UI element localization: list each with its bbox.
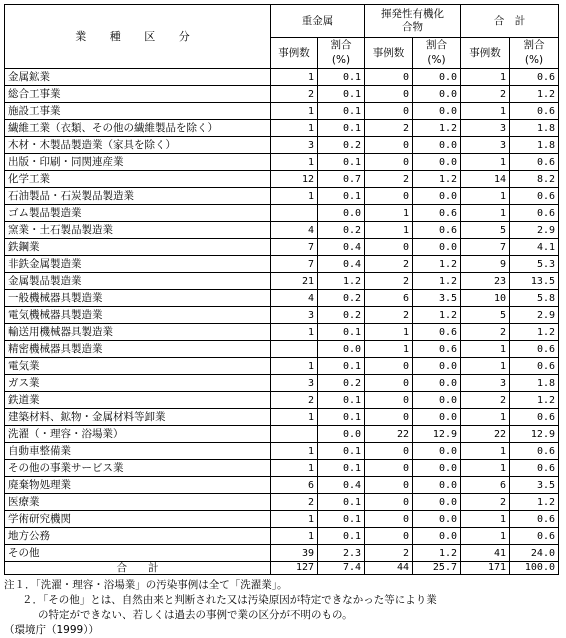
value-cell: 1 [461, 103, 510, 120]
value-cell: 1 [365, 205, 413, 222]
group-header-voc-label: 揮発性有機化合物 [381, 8, 444, 33]
value-cell: 1 [271, 460, 318, 477]
value-cell: 12.9 [413, 426, 461, 443]
value-cell: 0 [365, 69, 413, 86]
value-cell: 1 [271, 69, 318, 86]
industry-name-cell: 非鉄金属製造業 [5, 256, 271, 273]
value-cell: 0 [365, 239, 413, 256]
value-cell: 1 [461, 341, 510, 358]
value-cell: 0.6 [510, 205, 559, 222]
value-cell: 1 [271, 154, 318, 171]
value-cell: 0.2 [318, 137, 365, 154]
value-cell: 1.2 [413, 273, 461, 290]
value-cell: 5 [461, 222, 510, 239]
value-cell: 0.6 [510, 188, 559, 205]
value-cell: 22 [461, 426, 510, 443]
value-cell: 0 [365, 477, 413, 494]
value-cell: 0.6 [510, 443, 559, 460]
industry-name-cell: 金属製品製造業 [5, 273, 271, 290]
table-body [5, 69, 559, 562]
value-cell: 12 [271, 171, 318, 188]
industry-contamination-table [4, 4, 559, 575]
industry-name-cell: 建築材料、鉱物・金属材料等卸業 [5, 409, 271, 426]
industry-name-cell: 金属鉱業 [5, 69, 271, 86]
value-cell: 3.5 [413, 290, 461, 307]
value-cell: 0.0 [413, 511, 461, 528]
value-cell: 0.0 [413, 239, 461, 256]
group-header-heavy-metals: 重金属 [271, 5, 365, 38]
value-cell: 39 [271, 545, 318, 562]
value-cell: 0.0 [413, 528, 461, 545]
value-cell: 2 [461, 494, 510, 511]
value-cell: 0.1 [318, 460, 365, 477]
value-cell: 0.0 [413, 409, 461, 426]
value-cell: 0.2 [318, 222, 365, 239]
value-cell: 7 [271, 256, 318, 273]
group-header-voc [365, 5, 461, 38]
value-cell: 1 [461, 358, 510, 375]
value-cell: 2 [271, 86, 318, 103]
industry-name-cell: 洗濯（・理容・浴場業） [5, 426, 271, 443]
group-header-total: 合 計 [461, 5, 559, 38]
value-cell: 0.0 [413, 86, 461, 103]
value-cell: 0 [365, 443, 413, 460]
value-cell: 3 [271, 307, 318, 324]
value-cell: 0.2 [318, 375, 365, 392]
value-cell: 2 [461, 86, 510, 103]
value-cell: 0.1 [318, 86, 365, 103]
value-cell: 1.2 [318, 273, 365, 290]
value-cell: 1 [365, 341, 413, 358]
category-header: 業 種 区 分 [5, 5, 271, 69]
value-cell: 9 [461, 256, 510, 273]
table-row [5, 409, 559, 426]
value-cell: 0 [365, 358, 413, 375]
value-cell: 0.6 [510, 409, 559, 426]
table-row [5, 103, 559, 120]
value-cell: 0.1 [318, 409, 365, 426]
value-cell: 14 [461, 171, 510, 188]
value-cell: 1 [461, 409, 510, 426]
value-cell: 6 [461, 477, 510, 494]
value-cell: 3 [461, 120, 510, 137]
value-cell: 0.0 [413, 477, 461, 494]
total-cell: 171 [461, 562, 510, 575]
value-cell: 0 [365, 511, 413, 528]
value-cell: 12.9 [510, 426, 559, 443]
value-cell: 0 [365, 188, 413, 205]
value-cell: 0.6 [510, 103, 559, 120]
value-cell: 0.6 [413, 324, 461, 341]
value-cell: 0 [365, 528, 413, 545]
table-row [5, 494, 559, 511]
value-cell: 1 [461, 154, 510, 171]
table-row [5, 290, 559, 307]
value-cell: 0 [365, 154, 413, 171]
total-cell: 44 [365, 562, 413, 575]
industry-name-cell: 施設工事業 [5, 103, 271, 120]
value-cell: 1 [271, 188, 318, 205]
sub-header: 事例数 [271, 38, 318, 69]
value-cell: 1 [271, 358, 318, 375]
value-cell: 0 [365, 86, 413, 103]
value-cell: 3.5 [510, 477, 559, 494]
value-cell: 0 [365, 137, 413, 154]
sub-header: 事例数 [365, 38, 413, 69]
table-row [5, 188, 559, 205]
value-cell: 0.0 [413, 392, 461, 409]
note-2-line-1: ２．「その他」とは、自然由来と判断された又は汚染原因が特定できなかった等により業 [22, 594, 437, 606]
value-cell: 0.0 [413, 137, 461, 154]
value-cell: 10 [461, 290, 510, 307]
value-cell [271, 205, 318, 222]
value-cell: 0.0 [413, 188, 461, 205]
total-row [5, 562, 559, 575]
value-cell: 0.6 [510, 528, 559, 545]
value-cell: 0.4 [318, 239, 365, 256]
industry-name-cell: 電気業 [5, 358, 271, 375]
table-row [5, 426, 559, 443]
value-cell: 1 [461, 528, 510, 545]
value-cell: 1 [271, 120, 318, 137]
value-cell: 0.0 [413, 375, 461, 392]
table-row [5, 171, 559, 188]
note-2-line-2: の特定ができない、若しくは過去の事例で業の区分が不明のもの。 [38, 609, 353, 621]
industry-name-cell: 鉄鋼業 [5, 239, 271, 256]
value-cell: 1 [271, 103, 318, 120]
value-cell: 2 [365, 120, 413, 137]
table-row [5, 120, 559, 137]
industry-name-cell: 一般機械器具製造業 [5, 290, 271, 307]
value-cell: 1.8 [510, 137, 559, 154]
value-cell: 5 [461, 307, 510, 324]
total-cell: 25.7 [413, 562, 461, 575]
value-cell: 1 [271, 443, 318, 460]
industry-name-cell: 総合工事業 [5, 86, 271, 103]
value-cell: 0.2 [318, 290, 365, 307]
table-row [5, 256, 559, 273]
value-cell: 5.3 [510, 256, 559, 273]
table-row [5, 239, 559, 256]
industry-name-cell: ゴム製品製造業 [5, 205, 271, 222]
value-cell: 0.1 [318, 69, 365, 86]
table-row [5, 545, 559, 562]
value-cell: 0.0 [413, 69, 461, 86]
sub-header: 割合(%) [318, 38, 365, 69]
value-cell: 0.1 [318, 494, 365, 511]
value-cell: 2 [365, 256, 413, 273]
value-cell: 0.6 [510, 154, 559, 171]
value-cell: 1.2 [510, 86, 559, 103]
value-cell: 0.4 [318, 256, 365, 273]
value-cell: 1.8 [510, 375, 559, 392]
sub-header: 割合(%) [510, 38, 559, 69]
value-cell: 6 [365, 290, 413, 307]
value-cell: 0 [365, 460, 413, 477]
table-row [5, 137, 559, 154]
value-cell: 3 [271, 137, 318, 154]
value-cell: 0.1 [318, 528, 365, 545]
value-cell: 1 [271, 409, 318, 426]
total-cell: 7.4 [318, 562, 365, 575]
value-cell: 6 [271, 477, 318, 494]
value-cell: 23 [461, 273, 510, 290]
value-cell: 0.0 [413, 494, 461, 511]
value-cell: 1 [365, 324, 413, 341]
value-cell: 24.0 [510, 545, 559, 562]
value-cell: 2 [365, 171, 413, 188]
value-cell: 1.2 [510, 324, 559, 341]
table-row [5, 222, 559, 239]
value-cell: 1 [271, 324, 318, 341]
value-cell: 0.1 [318, 120, 365, 137]
header-row-1 [5, 5, 559, 38]
value-cell: 0.0 [318, 205, 365, 222]
value-cell: 1.2 [413, 307, 461, 324]
value-cell: 0 [365, 375, 413, 392]
value-cell: 3 [461, 137, 510, 154]
value-cell: 22 [365, 426, 413, 443]
value-cell: 1 [461, 69, 510, 86]
industry-name-cell: 医療業 [5, 494, 271, 511]
value-cell: 0.6 [510, 358, 559, 375]
value-cell: 8.2 [510, 171, 559, 188]
value-cell: 1.2 [510, 392, 559, 409]
value-cell: 1.8 [510, 120, 559, 137]
sub-header: 割合(%) [413, 38, 461, 69]
industry-name-cell: 鉄道業 [5, 392, 271, 409]
value-cell: 2 [461, 324, 510, 341]
table-row [5, 392, 559, 409]
value-cell: 4.1 [510, 239, 559, 256]
value-cell: 3 [461, 375, 510, 392]
value-cell: 0.0 [413, 443, 461, 460]
value-cell: 0.6 [413, 222, 461, 239]
industry-name-cell: 輸送用機械器具製造業 [5, 324, 271, 341]
table-container [4, 4, 559, 638]
total-label: 合 計 [5, 562, 271, 575]
value-cell: 0.0 [318, 426, 365, 443]
note-1: 注１．「洗濯・理容・浴場業」の汚染事例は全て「洗濯業」。 [4, 579, 288, 591]
value-cell: 0 [365, 103, 413, 120]
value-cell: 4 [271, 222, 318, 239]
industry-name-cell: その他の事業サービス業 [5, 460, 271, 477]
value-cell: 5.8 [510, 290, 559, 307]
industry-name-cell: 精密機械器具製造業 [5, 341, 271, 358]
industry-name-cell: 木材・木製品製造業（家具を除く） [5, 137, 271, 154]
value-cell: 0.2 [318, 307, 365, 324]
value-cell: 1.2 [413, 120, 461, 137]
value-cell: 1 [461, 460, 510, 477]
value-cell: 2.3 [318, 545, 365, 562]
table-row [5, 358, 559, 375]
value-cell: 1 [461, 205, 510, 222]
value-cell: 0.1 [318, 358, 365, 375]
value-cell: 21 [271, 273, 318, 290]
value-cell: 1.2 [413, 171, 461, 188]
value-cell: 0.1 [318, 511, 365, 528]
value-cell: 0.1 [318, 188, 365, 205]
table-row [5, 324, 559, 341]
value-cell: 0.6 [413, 205, 461, 222]
value-cell: 0.1 [318, 154, 365, 171]
value-cell: 4 [271, 290, 318, 307]
value-cell: 1 [271, 511, 318, 528]
value-cell: 0.6 [413, 341, 461, 358]
value-cell: 2 [461, 392, 510, 409]
industry-name-cell: その他 [5, 545, 271, 562]
sub-header: 事例数 [461, 38, 510, 69]
industry-name-cell: 地方公務 [5, 528, 271, 545]
value-cell: 0.7 [318, 171, 365, 188]
value-cell: 2 [365, 545, 413, 562]
value-cell: 0.1 [318, 443, 365, 460]
table-row [5, 375, 559, 392]
table-row [5, 205, 559, 222]
table-row [5, 86, 559, 103]
value-cell: 3 [271, 375, 318, 392]
value-cell [271, 426, 318, 443]
value-cell: 1 [271, 528, 318, 545]
value-cell: 1 [365, 222, 413, 239]
value-cell: 0.6 [510, 341, 559, 358]
table-row [5, 273, 559, 290]
table-row [5, 443, 559, 460]
value-cell: 2 [365, 273, 413, 290]
table-row [5, 477, 559, 494]
industry-name-cell: 石油製品・石炭製品製造業 [5, 188, 271, 205]
value-cell: 2 [271, 494, 318, 511]
table-row [5, 154, 559, 171]
industry-name-cell: 自動車整備業 [5, 443, 271, 460]
value-cell: 2.9 [510, 307, 559, 324]
source-note: （環境庁（1999）） [4, 624, 99, 636]
industry-name-cell: 出版・印刷・同関連産業 [5, 154, 271, 171]
value-cell: 2 [271, 392, 318, 409]
table-row [5, 341, 559, 358]
value-cell: 1.2 [413, 256, 461, 273]
table-row [5, 528, 559, 545]
value-cell: 1 [461, 188, 510, 205]
value-cell: 1 [461, 511, 510, 528]
table-row [5, 511, 559, 528]
value-cell: 2 [365, 307, 413, 324]
value-cell: 41 [461, 545, 510, 562]
value-cell: 0.6 [510, 511, 559, 528]
value-cell: 0.1 [318, 392, 365, 409]
value-cell: 1 [461, 443, 510, 460]
value-cell: 0.1 [318, 324, 365, 341]
value-cell: 1.2 [413, 545, 461, 562]
table-row [5, 69, 559, 86]
value-cell: 7 [271, 239, 318, 256]
industry-name-cell: 電気機械器具製造業 [5, 307, 271, 324]
value-cell: 0 [365, 409, 413, 426]
value-cell: 0.0 [413, 460, 461, 477]
value-cell: 0.4 [318, 477, 365, 494]
industry-name-cell: 廃棄物処理業 [5, 477, 271, 494]
table-row [5, 307, 559, 324]
value-cell [271, 341, 318, 358]
total-cell: 100.0 [510, 562, 559, 575]
industry-name-cell: 化学工業 [5, 171, 271, 188]
industry-name-cell: ガス業 [5, 375, 271, 392]
value-cell: 0.6 [510, 460, 559, 477]
value-cell: 0.6 [510, 69, 559, 86]
value-cell: 0.1 [318, 103, 365, 120]
total-cell: 127 [271, 562, 318, 575]
industry-name-cell: 窯業・土石製品製造業 [5, 222, 271, 239]
value-cell: 0.0 [413, 154, 461, 171]
industry-name-cell: 学術研究機関 [5, 511, 271, 528]
value-cell: 2.9 [510, 222, 559, 239]
value-cell: 0 [365, 494, 413, 511]
table-row [5, 460, 559, 477]
notes [4, 578, 559, 638]
value-cell: 0.0 [413, 358, 461, 375]
value-cell: 0.0 [318, 341, 365, 358]
value-cell: 1.2 [510, 494, 559, 511]
industry-name-cell: 繊維工業（衣類、その他の繊維製品を除く） [5, 120, 271, 137]
value-cell: 7 [461, 239, 510, 256]
value-cell: 0 [365, 392, 413, 409]
value-cell: 0.0 [413, 103, 461, 120]
value-cell: 13.5 [510, 273, 559, 290]
